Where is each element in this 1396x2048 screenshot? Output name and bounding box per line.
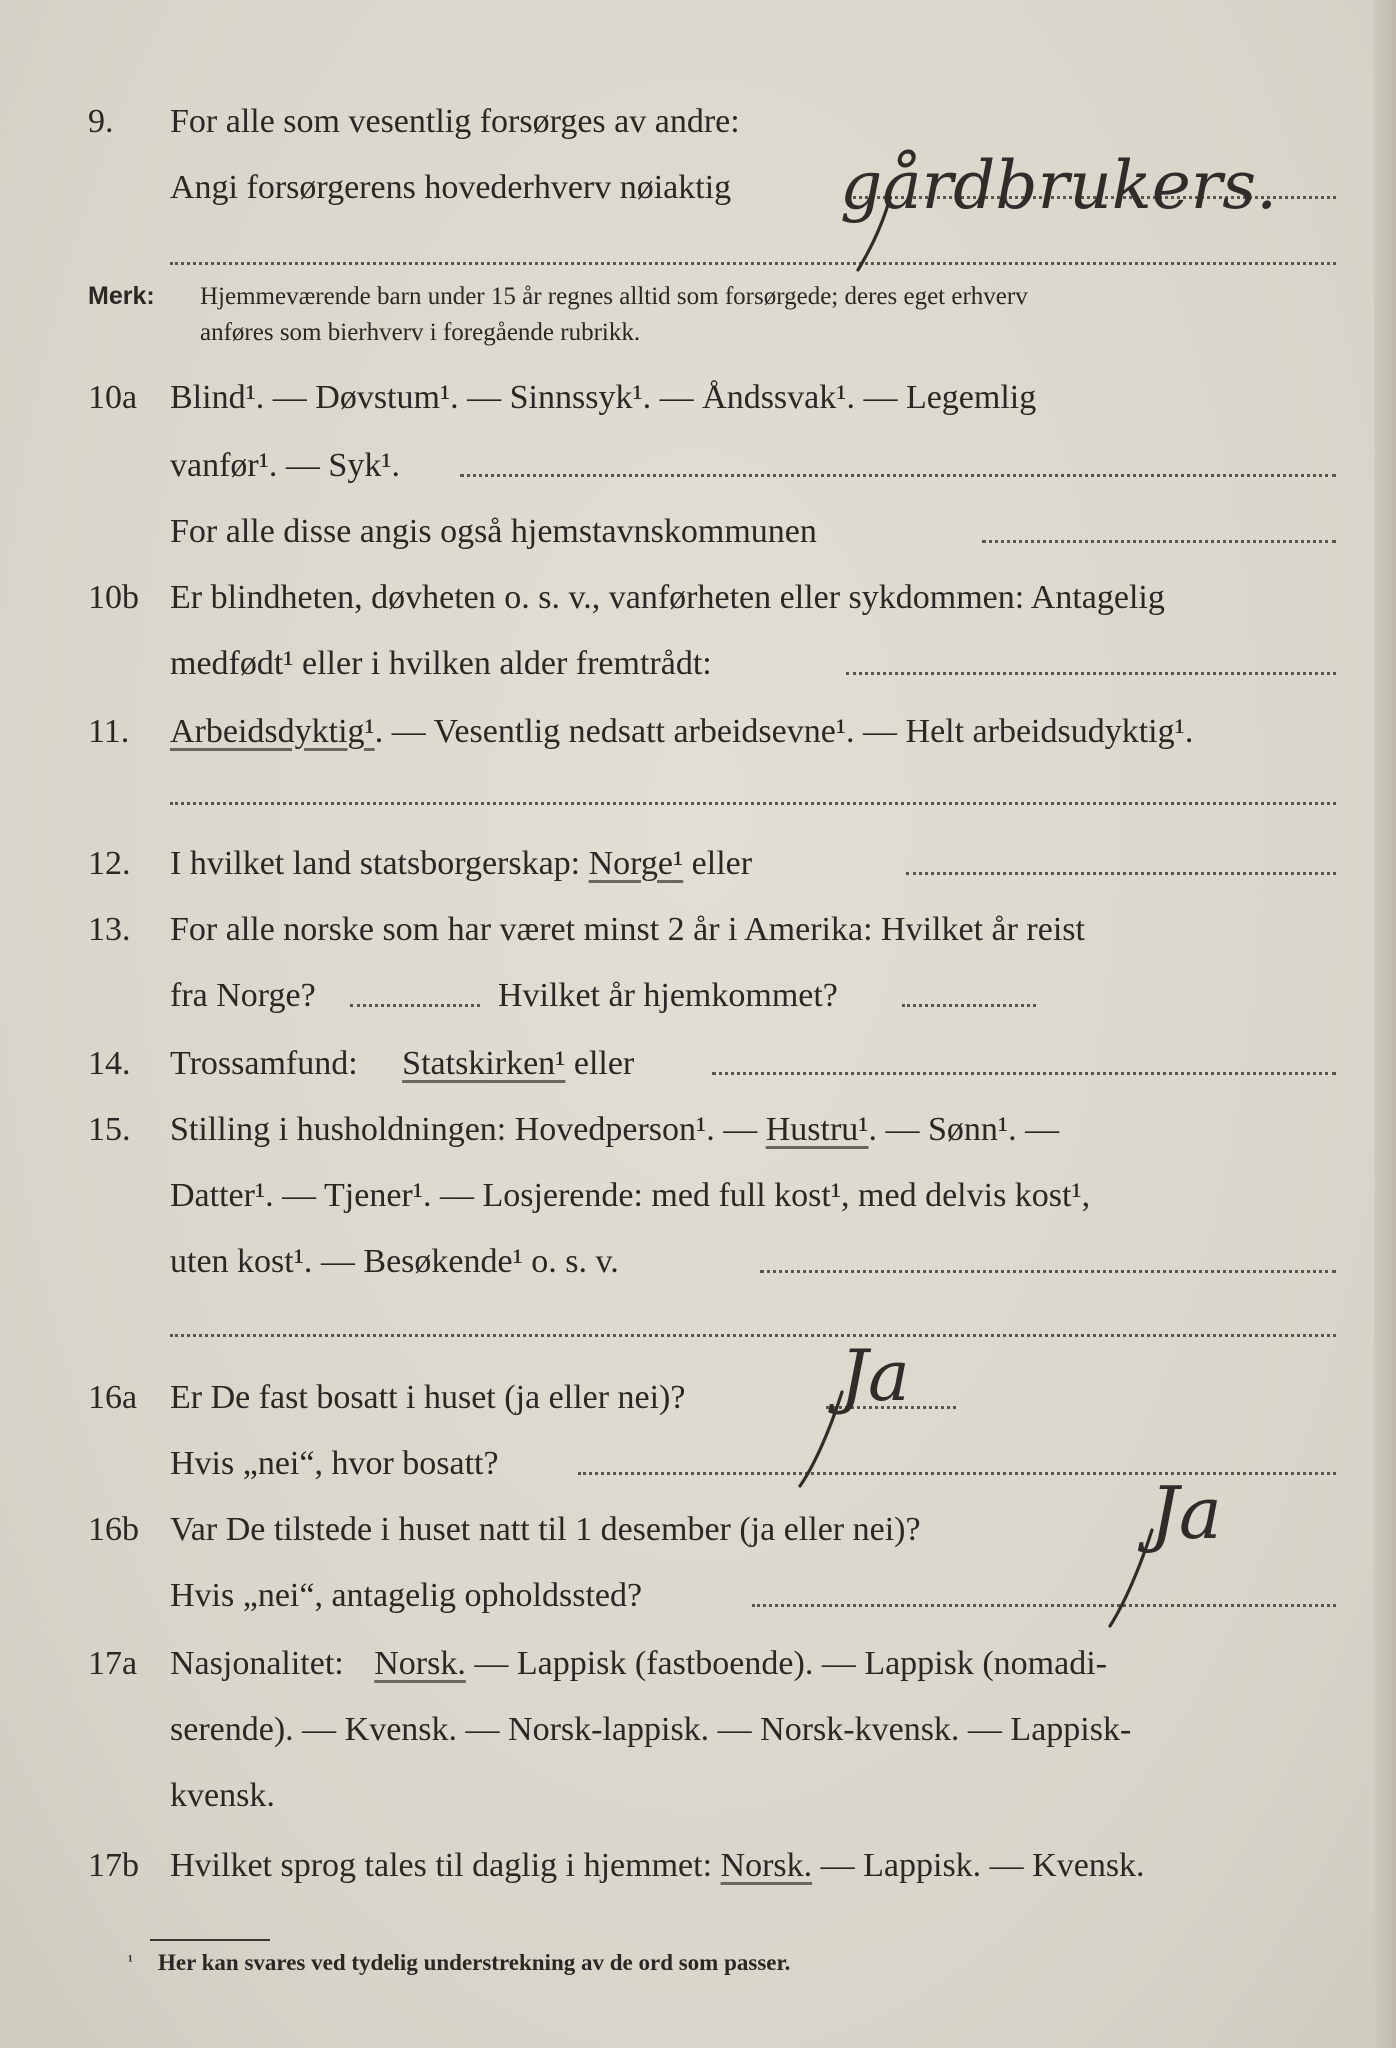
q17b-text: [170, 1844, 1145, 1888]
merk-label: Merk:: [88, 282, 155, 310]
q14-line: [0, 1042, 1396, 1086]
q16b-handwritten-descender: [1110, 1530, 1152, 1626]
q10a-line1: [0, 376, 1396, 420]
q17a-text-rest: — Lappisk (fastboende). — Lappisk (nomadi-: [465, 1645, 1107, 1682]
q11-number: 11.: [88, 713, 130, 750]
q17b-number: 17b: [88, 1847, 139, 1884]
merk-text-2: anføres som bierhverv i foregående rubrikk.: [200, 319, 641, 346]
q13-line2: [0, 974, 1396, 1018]
q16a-number: 16a: [88, 1379, 138, 1416]
q10b-line1: [0, 576, 1396, 620]
q14-eller: eller: [565, 1045, 635, 1082]
q10b-answer-line[interactable]: [846, 672, 1336, 675]
q16a-text-2: Hvis „nei“, hvor bosatt?: [170, 1445, 499, 1482]
q15-text-2: Datter¹. — Tjener¹. — Losjerende: med full kost¹, med delvis kost¹,: [170, 1177, 1091, 1214]
q11-answer-line[interactable]: [170, 802, 1336, 805]
q17a-text-2: serende). — Kvensk. — Norsk-lappisk. — Norsk-kvensk. — Lappisk-: [170, 1711, 1132, 1748]
q15-line3: [0, 1240, 1396, 1284]
q16a-line1: [0, 1376, 1396, 1420]
q10a-line2: [0, 444, 1396, 488]
footnote-text: Her kan svares ved tydelig understrekning av de ord som passer.: [158, 1950, 791, 1975]
q11-text: [170, 710, 1193, 754]
q10b-line2: [0, 642, 1396, 686]
q15-answer-line-2[interactable]: [170, 1334, 1336, 1337]
q17b-option-norsk: Norsk.: [720, 1847, 813, 1884]
q14-text: [170, 1042, 634, 1086]
q17a-line1: [0, 1642, 1396, 1686]
q16b-handwritten-text: Ja: [1150, 1471, 1222, 1555]
q10b-number: 10b: [88, 579, 139, 616]
q12-line: [0, 842, 1396, 886]
footnote-rule: [150, 1939, 270, 1941]
q13-text: For alle norske som har været minst 2 år i Amerika: Hvilket år reist: [170, 911, 1085, 948]
q10a-text-3: For alle disse angis også hjemstavnskommunen: [170, 513, 817, 550]
q14-number: 14.: [88, 1045, 131, 1082]
q13-year-returned-line[interactable]: [902, 1004, 1036, 1007]
q12-answer-line[interactable]: [906, 872, 1336, 875]
q17a-text: [170, 1642, 1107, 1686]
q13-number: 13.: [88, 911, 131, 948]
q11-option-arbeidsdyktig: Arbeidsdyktig¹: [170, 713, 375, 750]
q15-number: 15.: [88, 1111, 131, 1148]
q15-answer-line[interactable]: [760, 1270, 1336, 1273]
q15-text: [170, 1108, 1059, 1152]
q16b-number: 16b: [88, 1511, 139, 1548]
q10a-line3: [0, 510, 1396, 554]
q15-line1: [0, 1108, 1396, 1152]
q14-question: Trossamfund:: [170, 1045, 367, 1082]
footnote-mark: ¹: [128, 1953, 133, 1970]
q12-question: I hvilket land statsborgerskap:: [170, 845, 589, 882]
q16b-text-2: Hvis „nei“, antagelig opholdssted?: [170, 1577, 643, 1614]
q10a-number: 10a: [88, 379, 138, 416]
q11-rest: . — Vesentlig nedsatt arbeidsevne¹. — Helt arbeidsudyktig¹.: [374, 713, 1194, 750]
q17b-question: Hvilket sprog tales til daglig i hjemmet:: [170, 1847, 721, 1884]
q9-handwritten-answer: [820, 128, 1360, 278]
merk-text-1: Hjemmeværende barn under 15 år regnes alltid som forsørgede; deres eget erhverv: [200, 283, 1028, 310]
q13-text-2a: fra Norge?: [170, 977, 316, 1014]
q17a-line2: [0, 1708, 1396, 1752]
q17b-text-rest: — Lappisk. — Kvensk.: [812, 1847, 1145, 1884]
q12-number: 12.: [88, 845, 131, 882]
q10b-text-2: medfødt¹ eller i hvilken alder fremtrådt:: [170, 645, 712, 682]
q9-text: For alle som vesentlig forsørges av andre:: [170, 103, 740, 140]
q16a-text: Er De fast bosatt i huset (ja eller nei)?: [170, 1379, 686, 1416]
q12-eller: eller: [683, 845, 753, 882]
q12-text: [170, 842, 752, 886]
q15-text-rest: . — Sønn¹. —: [868, 1111, 1060, 1148]
q15-option-hustru: Hustru¹: [765, 1111, 869, 1148]
q15-line2: [0, 1174, 1396, 1218]
q13-year-left-line[interactable]: [350, 1004, 480, 1007]
q17a-option-norsk: Norsk.: [374, 1645, 466, 1682]
q12-option-norge: Norge¹: [588, 845, 684, 882]
q9-handwritten-text: gårdbrukers.: [840, 147, 1278, 224]
q16b-handwritten-answer: [1080, 1448, 1320, 1638]
q10a-answer-line[interactable]: [460, 474, 1336, 477]
q13-text-2b: Hvilket år hjemkommet?: [498, 977, 838, 1014]
q17a-question: Nasjonalitet:: [170, 1645, 353, 1682]
q9-text-2: Angi forsørgerens hovederhverv nøiaktig: [170, 169, 732, 206]
q16a-handwritten-descender: [800, 1392, 842, 1486]
q9-number: 9.: [88, 103, 114, 140]
q17a-number: 17a: [88, 1645, 138, 1682]
q10a-text-2: vanfør¹. — Syk¹.: [170, 447, 401, 484]
q16b-text: Var De tilstede i huset natt til 1 desember (ja eller nei)?: [170, 1511, 921, 1548]
q17b-line: [0, 1844, 1396, 1888]
q17a-text-3: kvensk.: [170, 1777, 275, 1814]
q10a-text: Blind¹. — Døvstum¹. — Sinnssyk¹. — Åndssvak¹. — Legemlig: [170, 379, 1037, 416]
q13-line1: [0, 908, 1396, 952]
q16a-handwritten-text: Ja: [840, 1335, 910, 1417]
q10b-text: Er blindheten, døvheten o. s. v., vanførheten eller sykdommen: Antagelig: [170, 579, 1165, 616]
q10a-kommune-line[interactable]: [982, 540, 1336, 543]
q15-question: Stilling i husholdningen: Hovedperson¹. —: [170, 1111, 766, 1148]
q17a-line3: [0, 1774, 1396, 1818]
q11-line: [0, 710, 1396, 754]
q14-answer-line[interactable]: [712, 1072, 1336, 1075]
q14-option-statskirken: Statskirken¹: [402, 1045, 566, 1082]
q16a-handwritten-answer: [770, 1318, 990, 1498]
q15-text-3: uten kost¹. — Besøkende¹ o. s. v.: [170, 1243, 619, 1280]
